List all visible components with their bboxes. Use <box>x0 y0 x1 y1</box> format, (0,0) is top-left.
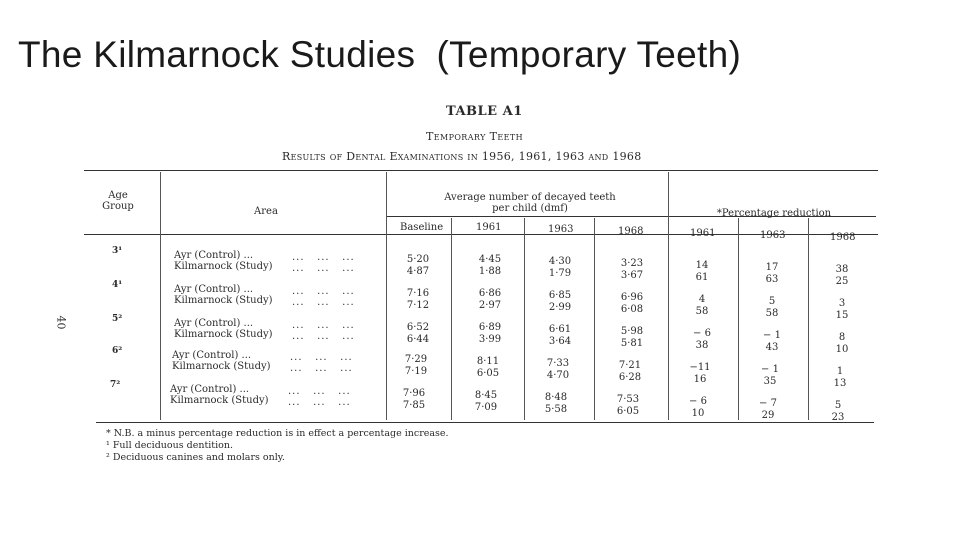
header-avg-1968: 1968 <box>618 226 644 237</box>
cell-avg-1963: 7·33 4·70 <box>546 358 570 381</box>
age-group: 6² <box>112 346 123 356</box>
table-title: TABLE A1 <box>446 104 523 119</box>
cell-red-1961: −11 16 <box>689 362 711 385</box>
footnote-minus: * N.B. a minus percentage reduction is in effect a percentage increase. <box>106 428 449 439</box>
footnote-full-dentition: ¹ Full deciduous dentition. <box>106 440 234 451</box>
cell-red-1968: 1 13 <box>833 366 847 389</box>
leader-dots: ... ... ... <box>290 363 353 374</box>
leader-dots: ... ... ... <box>288 386 351 397</box>
header-bottom-rule <box>84 234 878 235</box>
cell-red-1968: 8 10 <box>835 332 849 355</box>
cell-baseline: 7·96 7·85 <box>402 388 426 411</box>
col-rule-1963 <box>524 218 525 420</box>
leader-dots: ... ... ... <box>292 297 355 308</box>
cell-avg-1961: 8·11 6·05 <box>476 356 500 379</box>
area-control: Ayr (Control) ... <box>174 318 254 329</box>
cell-red-1963: − 1 43 <box>763 330 781 353</box>
header-age-group: Age Group <box>102 190 134 212</box>
area-study: Kilmarnock (Study) <box>170 395 269 406</box>
header-red-1961: 1961 <box>690 228 716 239</box>
leader-dots: ... ... ... <box>292 252 355 263</box>
leader-dots: ... ... ... <box>292 286 355 297</box>
leader-dots: ... ... ... <box>290 352 353 363</box>
col-rule-area <box>160 172 161 420</box>
cell-baseline: 6·52 6·44 <box>406 322 430 345</box>
col-rule-baseline <box>386 172 387 420</box>
leader-dots: ... ... ... <box>292 331 355 342</box>
area-control: Ayr (Control) ... <box>174 284 254 295</box>
cell-avg-1963: 6·85 2·99 <box>548 290 572 313</box>
header-avg-1963: 1963 <box>548 224 574 235</box>
cell-avg-1963: 6·61 3·64 <box>548 324 572 347</box>
cell-avg-1968: 3·23 3·67 <box>620 258 644 281</box>
table-caption: Results of Dental Examinations in 1956, 1961, 1963 and 1968 <box>282 150 642 163</box>
table-subtitle: Temporary Teeth <box>426 130 523 143</box>
col-rule-reduction <box>668 172 669 420</box>
area-control: Ayr (Control) ... <box>172 350 252 361</box>
area-control: Ayr (Control) ... <box>174 250 254 261</box>
cell-avg-1968: 7·53 6·05 <box>616 394 640 417</box>
cell-baseline: 7·29 7·19 <box>404 354 428 377</box>
bottom-rule <box>96 422 874 423</box>
footnote-canines-molars: ² Deciduous canines and molars only. <box>106 452 285 463</box>
cell-avg-1968: 7·21 6·28 <box>618 360 642 383</box>
area-study: Kilmarnock (Study) <box>174 261 273 272</box>
cell-baseline: 7·16 7·12 <box>406 288 430 311</box>
cell-avg-1968: 6·96 6·08 <box>620 292 644 315</box>
cell-red-1961: − 6 38 <box>693 328 711 351</box>
header-baseline: Baseline <box>400 222 444 233</box>
cell-red-1961: 14 61 <box>695 260 709 283</box>
area-study: Kilmarnock (Study) <box>174 329 273 340</box>
cell-avg-1961: 6·86 2·97 <box>478 288 502 311</box>
header-reduction: *Percentage reduction <box>716 208 832 219</box>
leader-dots: ... ... ... <box>292 320 355 331</box>
age-group: 4¹ <box>112 280 123 290</box>
age-group: 3¹ <box>112 246 123 256</box>
cell-red-1963: 5 58 <box>765 296 779 319</box>
top-rule <box>84 170 878 171</box>
cell-avg-1961: 6·89 3·99 <box>478 322 502 345</box>
header-area: Area <box>254 206 278 217</box>
cell-red-1961: 4 58 <box>695 294 709 317</box>
cell-red-1963: 17 63 <box>765 262 779 285</box>
leader-dots: ... ... ... <box>292 263 355 274</box>
header-avg-1961: 1961 <box>476 222 502 233</box>
header-red-1968: 1968 <box>830 232 856 243</box>
slide-title: The Kilmarnock Studies (Temporary Teeth) <box>18 34 742 75</box>
cell-red-1961: − 6 10 <box>689 396 707 419</box>
col-rule-r1968 <box>808 218 809 420</box>
age-group: 7² <box>110 380 121 390</box>
cell-avg-1963: 8·48 5·58 <box>544 392 568 415</box>
area-study: Kilmarnock (Study) <box>174 295 273 306</box>
col-rule-1968 <box>594 218 595 420</box>
cell-avg-1961: 8·45 7·09 <box>474 390 498 413</box>
col-rule-1961 <box>451 218 452 420</box>
col-rule-r1963 <box>738 218 739 420</box>
cell-red-1963: − 7 29 <box>759 398 777 421</box>
header-red-1963: 1963 <box>760 230 786 241</box>
age-group: 5² <box>112 314 123 324</box>
cell-baseline: 5·20 4·87 <box>406 254 430 277</box>
page-number: 40 <box>54 315 68 330</box>
cell-red-1968: 3 15 <box>835 298 849 321</box>
cell-red-1963: − 1 35 <box>761 364 779 387</box>
cell-avg-1968: 5·98 5·81 <box>620 326 644 349</box>
cell-avg-1963: 4·30 1·79 <box>548 256 572 279</box>
cell-red-1968: 38 25 <box>835 264 849 287</box>
scanned-table-image <box>56 100 886 472</box>
leader-dots: ... ... ... <box>288 397 351 408</box>
area-control: Ayr (Control) ... <box>170 384 250 395</box>
area-study: Kilmarnock (Study) <box>172 361 271 372</box>
cell-red-1968: 5 23 <box>831 400 845 423</box>
cell-avg-1961: 4·45 1·88 <box>478 254 502 277</box>
header-average: Average number of decayed teeth per child (dmf) <box>444 192 616 214</box>
